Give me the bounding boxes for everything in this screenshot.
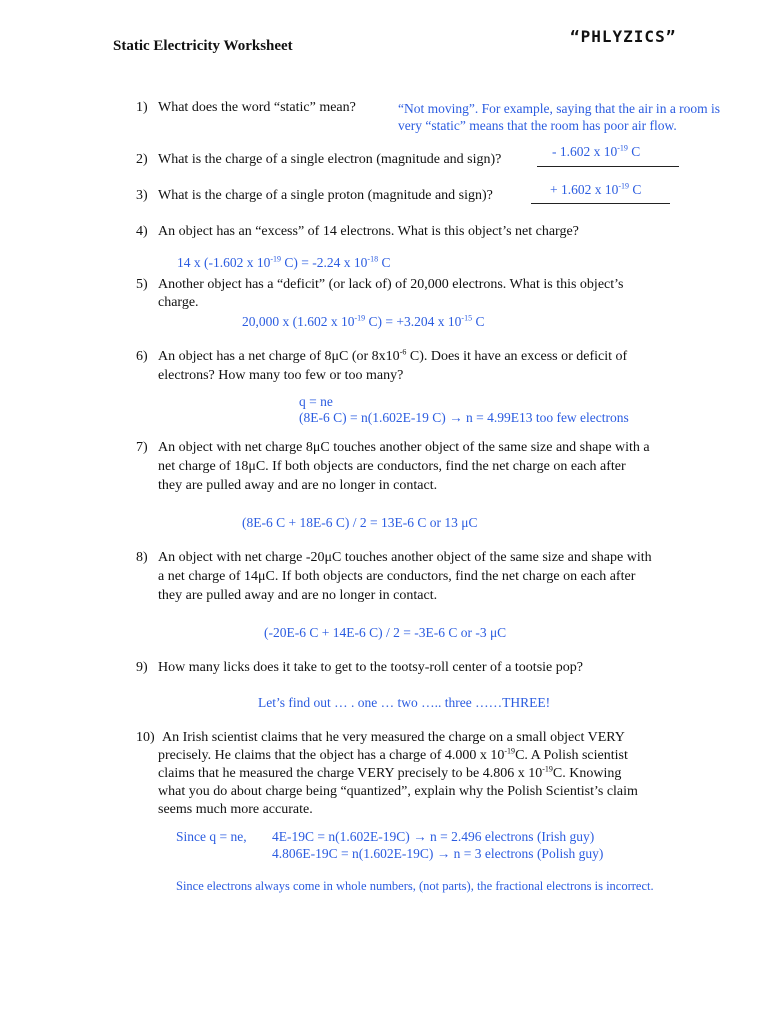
question-2-text: What is the charge of a single electron (magnitude and sign)? xyxy=(158,152,502,167)
question-7-line-3: they are pulled away and are no longer in contact. xyxy=(158,478,438,493)
question-10-line-4: what you do about charge being “quantized”, explain why the Polish Scientist’s claim xyxy=(158,784,638,799)
question-8-line-2: a net charge of 14μC. If both objects are conductors, find the net charge on each after xyxy=(158,569,636,584)
question-8-line-3: they are pulled away and are no longer in contact. xyxy=(158,588,438,603)
question-7-line-1: An object with net charge 8μC touches another object of the same size and shape with a xyxy=(158,440,650,455)
answer-2-underline xyxy=(537,166,679,167)
answer-6-line-2: (8E-6 C) = n(1.602E-19 C) → n = 4.99E13 too few electrons xyxy=(299,410,629,425)
answer-10-line-2: 4.806E-19C = n(1.602E-19C) → n = 3 electrons (Polish guy) xyxy=(272,846,604,861)
answer-10-line-1: 4E-19C = n(1.602E-19C) → n = 2.496 electrons (Irish guy) xyxy=(272,829,595,844)
answer-6-line-1: q = ne xyxy=(299,394,333,409)
question-6-line-2: electrons? How many too few or too many? xyxy=(158,368,404,383)
answer-5: 20,000 x (1.602 x $10^{-19}$ C) = +3.204 x $10^{-15}$ C xyxy=(242,313,485,329)
question-7-line-2: net charge of 18μC. If both objects are conductors, find the net charge on each after xyxy=(158,459,626,474)
answer-4: 14 x (-1.602 x $10^{-19}$ C) = -2.24 x $10^{-18}$ C xyxy=(177,254,391,270)
answer-10-prefix: Since q = ne, xyxy=(176,829,247,844)
question-1-number: 1) xyxy=(136,100,148,115)
question-9-number: 9) xyxy=(136,660,148,675)
question-10-line-5: seems much more accurate. xyxy=(158,802,313,817)
question-5-line-1: Another object has a “deficit” (or lack of) of 20,000 electrons. What is this object’s xyxy=(158,277,624,292)
answer-1-line-1: “Not moving”. For example, saying that the air in a room is xyxy=(398,101,721,116)
answer-10-conclusion: Since electrons always come in whole numbers, (not parts), the fractional electrons is incorrect. xyxy=(176,879,654,893)
brand-label: “PHLYZICS” xyxy=(570,27,677,46)
question-8-line-1: An object with net charge -20μC touches another object of the same size and shape with xyxy=(158,550,652,565)
question-3-number: 3) xyxy=(136,188,148,203)
answer-9: Let’s find out … . one … two ….. three ……THREE! xyxy=(258,695,551,710)
question-3-text: What is the charge of a single proton (magnitude and sign)? xyxy=(158,188,493,203)
answer-8: (-20E-6 C + 14E-6 C) / 2 = -3E-6 C or -3 μC xyxy=(264,625,507,640)
question-7-number: 7) xyxy=(136,440,148,455)
page-title: Static Electricity Worksheet xyxy=(113,38,293,54)
question-6-number: 6) xyxy=(136,349,148,364)
question-10-number: 10) xyxy=(136,730,155,745)
question-10-line-1: An Irish scientist claims that he very measured the charge on a small object VERY xyxy=(162,730,625,745)
answer-3: + 1.602 x $10^{-19}$ C xyxy=(550,181,642,197)
answer-1-line-2: very “static” means that the room has poor air flow. xyxy=(398,118,677,133)
question-4-number: 4) xyxy=(136,224,148,239)
question-2-number: 2) xyxy=(136,152,148,167)
question-5-line-2: charge. xyxy=(158,295,199,310)
answer-7: (8E-6 C + 18E-6 C) / 2 = 13E-6 C or 13 μC xyxy=(242,515,478,530)
question-1-text: What does the word “static” mean? xyxy=(158,100,356,115)
question-10-line-2: precisely. He claims that the object has a charge of 4.000 x $10^{-19}C$. A Polish scientist xyxy=(158,746,628,763)
question-4-text: An object has an “excess” of 14 electrons. What is this object’s net charge? xyxy=(158,224,579,239)
question-5-number: 5) xyxy=(136,277,148,292)
answer-3-underline xyxy=(531,203,670,204)
question-8-number: 8) xyxy=(136,550,148,565)
question-6-line-1: An object has a net charge of 8μC (or $8x10^{-6}$ C). Does it have an excess or deficit of xyxy=(158,347,628,364)
question-9-text: How many licks does it take to get to the tootsy-roll center of a tootsie pop? xyxy=(158,660,583,675)
answer-2: - 1.602 x $10^{-19}$ C xyxy=(552,143,641,159)
question-10-line-3: claims that he measured the charge VERY precisely to be 4.806 x $10^{-19}C$. Knowing xyxy=(158,764,622,781)
